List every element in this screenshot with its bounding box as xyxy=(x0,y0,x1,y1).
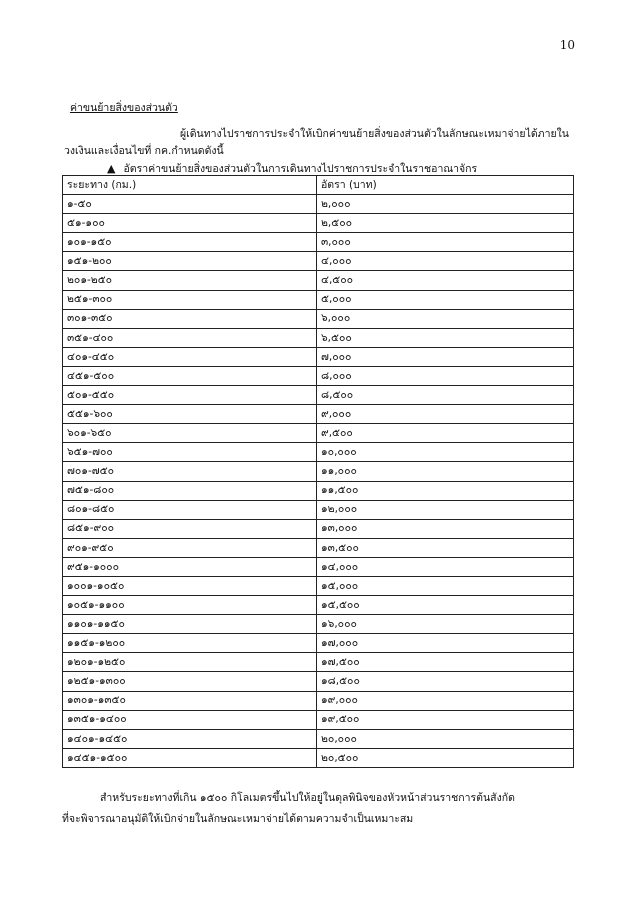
table-row xyxy=(63,596,574,615)
rate-cell: ๒๐,๕๐๐ xyxy=(317,748,574,767)
distance-cell: ๒๐๑-๒๕๐ xyxy=(63,271,317,290)
distance-cell: ๙๕๑-๑๐๐๐ xyxy=(63,557,317,576)
distance-cell: ๕๐๑-๕๕๐ xyxy=(63,386,317,405)
rate-cell: ๑๐,๐๐๐ xyxy=(317,443,574,462)
distance-cell: ๓๕๑-๔๐๐ xyxy=(63,328,317,347)
distance-cell: ๔๐๑-๔๕๐ xyxy=(63,347,317,366)
rate-cell: ๓,๐๐๐ xyxy=(317,233,574,252)
rate-cell: ๒๐,๐๐๐ xyxy=(317,729,574,748)
distance-cell: ๑๑๕๑-๑๒๐๐ xyxy=(63,634,317,653)
table-row xyxy=(63,328,574,347)
rate-cell: ๑๗,๕๐๐ xyxy=(317,653,574,672)
bullet-heading-text: อัตราค่าขนย้ายสิ่งของส่วนตัวในการเดินทางไปราชการประจำในราชอาณาจักร xyxy=(123,163,478,175)
rate-cell: ๑๓,๐๐๐ xyxy=(317,519,574,538)
rate-cell: ๖,๕๐๐ xyxy=(317,328,574,347)
section-title: ค่าขนย้ายสิ่งของส่วนตัว xyxy=(70,102,178,114)
table-row xyxy=(63,443,574,462)
distance-cell: ๙๐๑-๙๕๐ xyxy=(63,538,317,557)
rate-cell: ๖,๐๐๐ xyxy=(317,309,574,328)
rate-cell: ๑๖,๐๐๐ xyxy=(317,615,574,634)
rate-cell: ๑๙,๐๐๐ xyxy=(317,691,574,710)
rate-cell: ๙,๐๐๐ xyxy=(317,405,574,424)
table-row xyxy=(63,462,574,481)
table-row xyxy=(63,252,574,271)
table-row xyxy=(63,366,574,385)
table-row xyxy=(63,405,574,424)
distance-cell: ๑๒๐๑-๑๒๕๐ xyxy=(63,653,317,672)
rate-cell: ๘,๕๐๐ xyxy=(317,386,574,405)
page-number: 10 xyxy=(559,38,575,52)
rate-cell: ๙,๕๐๐ xyxy=(317,424,574,443)
distance-cell: ๕๑-๑๐๐ xyxy=(63,214,317,233)
table-row xyxy=(63,500,574,519)
rate-cell: ๑๒,๐๐๐ xyxy=(317,500,574,519)
table-row xyxy=(63,634,574,653)
table-row xyxy=(63,309,574,328)
distance-cell: ๗๕๑-๘๐๐ xyxy=(63,481,317,500)
table-row xyxy=(63,519,574,538)
rate-cell: ๑๕,๕๐๐ xyxy=(317,596,574,615)
triangle-bullet-icon: ▲ xyxy=(107,162,116,175)
distance-cell: ๖๕๑-๗๐๐ xyxy=(63,443,317,462)
rate-cell: ๒,๐๐๐ xyxy=(317,195,574,214)
distance-cell: ๑๓๐๑-๑๓๕๐ xyxy=(63,691,317,710)
rates-table xyxy=(62,175,574,768)
rate-cell: ๑๑,๕๐๐ xyxy=(317,481,574,500)
table-row xyxy=(63,576,574,595)
distance-cell: ๒๕๑-๓๐๐ xyxy=(63,290,317,309)
distance-cell: ๑๔๕๑-๑๕๐๐ xyxy=(63,748,317,767)
distance-cell: ๑๑๐๑-๑๑๕๐ xyxy=(63,615,317,634)
rate-cell: ๑๕,๐๐๐ xyxy=(317,576,574,595)
rate-cell: ๔,๕๐๐ xyxy=(317,271,574,290)
table-row xyxy=(63,748,574,767)
rate-cell: ๒,๕๐๐ xyxy=(317,214,574,233)
table-row xyxy=(63,691,574,710)
table-row xyxy=(63,195,574,214)
table-row xyxy=(63,233,574,252)
intro-paragraph-line-1: ผู้เดินทางไปราชการประจำให้เบิกค่าขนย้ายสิ่งของส่วนตัวในลักษณะเหมาจ่ายได้ภายใน xyxy=(180,128,569,140)
footer-note-line-2: ที่จะพิจารณาอนุมัติให้เบิกจ่ายในลักษณะเหมาจ่ายได้ตามความจำเป็นเหมาะสม xyxy=(62,813,414,825)
table-row xyxy=(63,424,574,443)
intro-paragraph-line-2: วงเงินและเงื่อนไขที่ กค.กำหนดดังนี้ xyxy=(64,145,224,157)
distance-cell: ๗๐๑-๗๕๐ xyxy=(63,462,317,481)
table-row xyxy=(63,271,574,290)
rate-cell: ๘,๐๐๐ xyxy=(317,366,574,385)
rates-table-body xyxy=(63,195,574,768)
rate-cell: ๑๔,๐๐๐ xyxy=(317,557,574,576)
distance-cell: ๑๔๐๑-๑๔๕๐ xyxy=(63,729,317,748)
table-row xyxy=(63,386,574,405)
table-row xyxy=(63,214,574,233)
distance-cell: ๓๐๑-๓๕๐ xyxy=(63,309,317,328)
distance-cell: ๖๐๑-๖๕๐ xyxy=(63,424,317,443)
distance-cell: ๑๐๑-๑๕๐ xyxy=(63,233,317,252)
rate-cell: ๑๙,๕๐๐ xyxy=(317,710,574,729)
header-distance: ระยะทาง (กม.) xyxy=(63,176,317,195)
table-row xyxy=(63,481,574,500)
rate-cell: ๑๑,๐๐๐ xyxy=(317,462,574,481)
rate-cell: ๑๓,๕๐๐ xyxy=(317,538,574,557)
rate-cell: ๑๗,๐๐๐ xyxy=(317,634,574,653)
table-row xyxy=(63,653,574,672)
rate-cell: ๕,๐๐๐ xyxy=(317,290,574,309)
rate-cell: ๑๘,๕๐๐ xyxy=(317,672,574,691)
table-row xyxy=(63,615,574,634)
table-row xyxy=(63,347,574,366)
table-header-row xyxy=(63,176,574,195)
distance-cell: ๔๕๑-๕๐๐ xyxy=(63,366,317,385)
distance-cell: ๑๐๕๑-๑๑๐๐ xyxy=(63,596,317,615)
distance-cell: ๕๕๑-๖๐๐ xyxy=(63,405,317,424)
table-row xyxy=(63,710,574,729)
rate-cell: ๔,๐๐๐ xyxy=(317,252,574,271)
distance-cell: ๑๕๑-๒๐๐ xyxy=(63,252,317,271)
distance-cell: ๘๐๑-๘๕๐ xyxy=(63,500,317,519)
table-row xyxy=(63,557,574,576)
table-row xyxy=(63,538,574,557)
header-rate: อัตรา (บาท) xyxy=(317,176,574,195)
distance-cell: ๑-๕๐ xyxy=(63,195,317,214)
table-row xyxy=(63,672,574,691)
distance-cell: ๑๒๕๑-๑๓๐๐ xyxy=(63,672,317,691)
table-row xyxy=(63,290,574,309)
rate-cell: ๗,๐๐๐ xyxy=(317,347,574,366)
distance-cell: ๑๐๐๑-๑๐๕๐ xyxy=(63,576,317,595)
table-row xyxy=(63,729,574,748)
distance-cell: ๘๕๑-๙๐๐ xyxy=(63,519,317,538)
footer-note-line-1: สำหรับระยะทางที่เกิน ๑๕๐๐ กิโลเมตรขึ้นไปให้อยู่ในดุลพินิจของหัวหน้าส่วนราชการต้นสังกัด xyxy=(100,792,515,804)
distance-cell: ๑๓๕๑-๑๔๐๐ xyxy=(63,710,317,729)
